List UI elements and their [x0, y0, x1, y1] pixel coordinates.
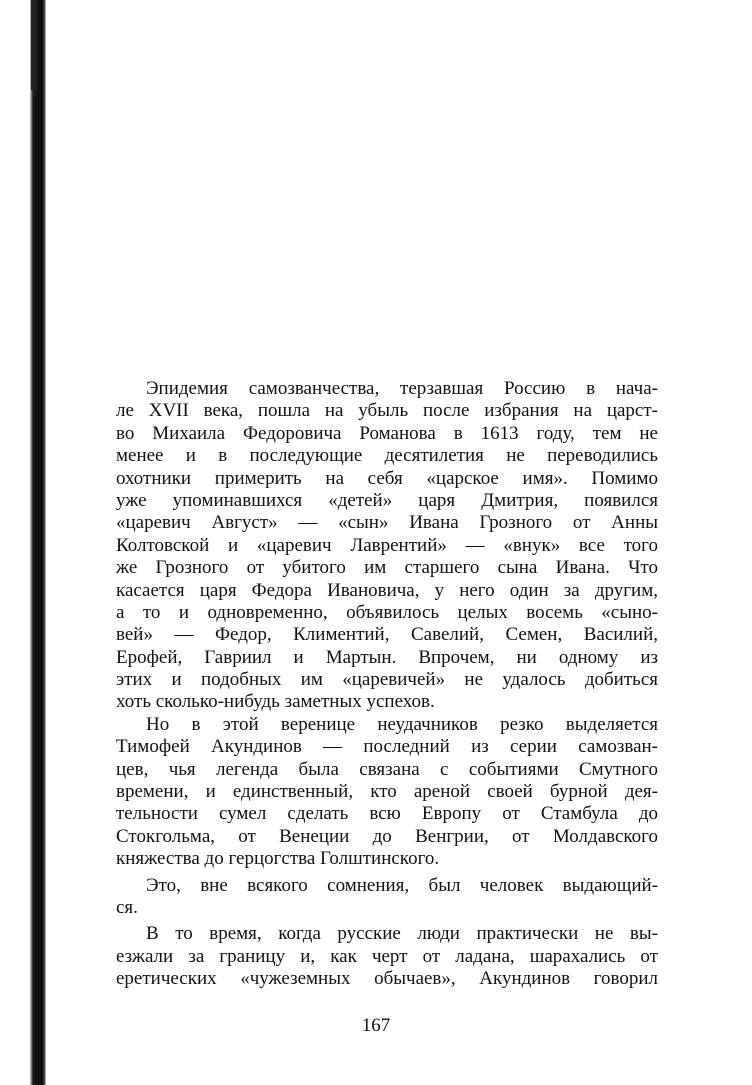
text-line: ле XVII века, пошла на убыль после избрания на царст- — [116, 400, 658, 422]
text-line: времени, и единственный, кто ареной своей бурной дея- — [116, 781, 658, 803]
text-line: езжали за границу и, как черт от ладана, шарахались от — [116, 945, 658, 967]
text-line: ся. — [116, 896, 138, 918]
text-line: Это, вне всякого сомнения, был человек выдающий- — [146, 874, 658, 896]
scan-binding-edge — [30, 0, 46, 1085]
paragraph — [116, 714, 658, 871]
text-line: касается царя Федора Ивановича, у него один за другим, — [116, 579, 658, 601]
text-line: Эпидемия самозванчества, терзавшая Россию в нача- — [146, 378, 658, 399]
text-line: Ерофей, Гавриил и Мартын. Впрочем, ни одному из — [116, 646, 658, 668]
text-line: еретических «чужеземных обычаев», Акундинов говорил — [116, 968, 658, 990]
text-line: Но в этой веренице неудачников резко выделяется — [146, 713, 658, 735]
text-line: же Грозного от убитого им старшего сына Ивана. Что — [116, 557, 658, 579]
text-line: вей» — Федор, Климентий, Савелий, Семен, Василий, — [116, 624, 658, 646]
text-line: Колтовской и «царевич Лаврентий» — «внук» все того — [116, 534, 658, 556]
paragraph — [116, 923, 658, 990]
text-line: «царевич Август» — «сын» Ивана Грозного от Анны — [116, 512, 658, 534]
text-line: В то время, когда русские люди практически не вы- — [146, 923, 658, 945]
text-line: а то и одновременно, объявилось целых восемь «сыно- — [116, 601, 658, 623]
text-line: тельности сумел сделать всю Европу от Стамбула до — [116, 803, 658, 825]
text-line: княжества до герцогства Голштинского. — [116, 848, 440, 870]
text-line: хоть сколько-нибудь заметных успехов. — [116, 691, 435, 713]
paragraph — [116, 378, 658, 714]
text-line: охотники примерить на себя «царское имя». Помимо — [116, 467, 658, 489]
scan-binding-edge-top — [31, 0, 37, 90]
body-text — [116, 378, 658, 991]
text-line: цев, чья легенда была связана с событиями Смутного — [116, 758, 658, 780]
text-line: во Михаила Федоровича Романова в 1613 году, тем не — [116, 422, 658, 444]
text-line: уже упоминавшихся «детей» царя Дмитрия, появился — [116, 489, 658, 511]
page-number: 167 — [361, 1015, 391, 1036]
text-line: менее и в последующие десятилетия не переводились — [116, 445, 658, 467]
text-line: этих и подобных им «царевичей» не удалось добиться — [116, 669, 658, 691]
text-line: Тимофей Акундинов — последний из серии самозван- — [116, 736, 658, 758]
paragraph — [116, 875, 658, 920]
text-line: Стокгольма, от Венеции до Венгрии, от Молдавского — [116, 825, 658, 847]
